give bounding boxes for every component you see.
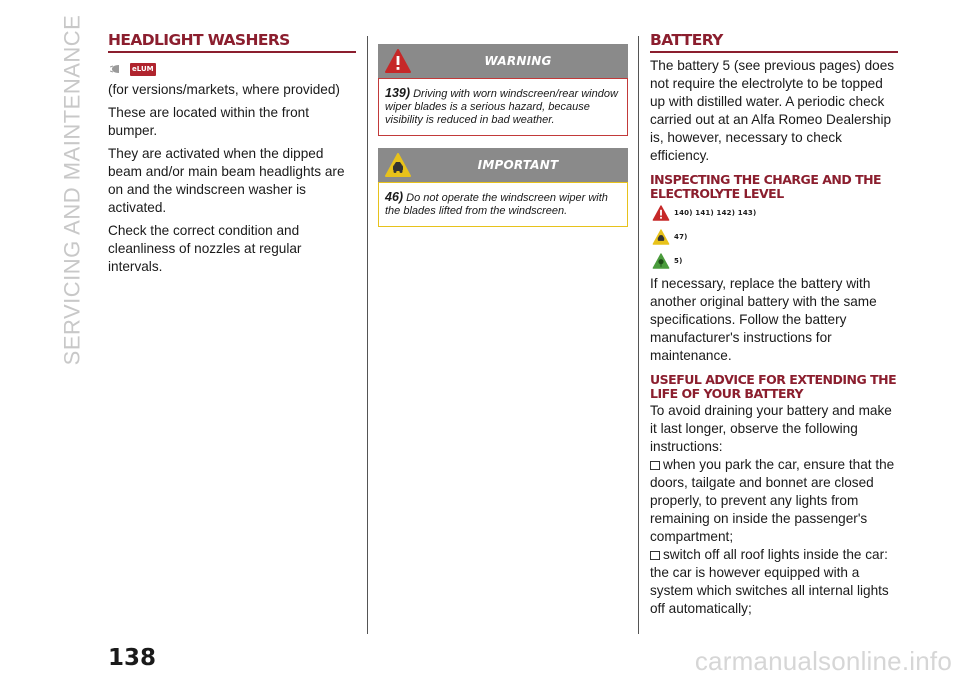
paragraph: (for versions/markets, where provided) (108, 82, 340, 97)
important-box (378, 148, 628, 227)
warning-triangle-icon (384, 47, 412, 75)
important-ref: 46) (385, 190, 404, 204)
paragraph: Check the correct condition and cleanliness of nozzles at regular intervals. (108, 223, 302, 274)
reference-row (652, 203, 898, 223)
reference-text: 140) 141) 142) 143) (674, 209, 757, 217)
car-triangle-icon (652, 228, 670, 246)
warning-title: WARNING (484, 54, 552, 68)
warning-text: Driving with worn windscreen/rear window wiper blades is a serious hazard, because visibility is reduced in bad weather. (385, 88, 618, 126)
reference-text: 5) (674, 257, 683, 265)
checkbox-bullet-icon (650, 551, 660, 560)
headlight-bulb-icon (110, 64, 128, 74)
watermark: carmanualsonline.info (694, 646, 952, 676)
side-section-title: SERVICING AND MAINTENANCE (59, 14, 84, 366)
column-divider-2 (638, 36, 639, 634)
column-headlight-washers (108, 30, 356, 281)
environment-triangle-icon (652, 252, 670, 270)
paragraph: If necessary, replace the battery with another original battery with the same specifications. Follow the battery manufacturer's instructions for maintenance. (650, 276, 877, 363)
warning-triangle-icon (652, 204, 670, 222)
paragraph: To avoid draining your battery and make it last longer, observe the following instructions: (650, 403, 892, 454)
column-battery (650, 30, 898, 623)
elum-badge: eLUM (130, 63, 156, 76)
page-number: 138 (108, 645, 157, 671)
reference-row (652, 251, 898, 271)
paragraph: They are activated when the dipped beam and/or main beam headlights are on and the windscreen washer is activated. (108, 146, 345, 215)
option-indicator (110, 61, 356, 77)
important-title: IMPORTANT (477, 158, 559, 172)
subheading: INSPECTING THE CHARGE AND THE ELECTROLYTE LEVEL (650, 172, 882, 201)
warning-body (378, 78, 628, 136)
paragraph: The battery 5 (see previous pages) does not require the electrolyte to be topped up with distilled water. A periodic check carried out at an Alfa Romeo Dealership is, however, necessary to check efficiency. (650, 58, 895, 163)
column-notices (378, 44, 628, 227)
section-heading: HEADLIGHT WASHERS (108, 30, 356, 53)
warning-ref: 139) (385, 86, 411, 100)
important-text: Do not operate the windscreen wiper with the blades lifted from the windscreen. (385, 192, 608, 217)
warning-header (378, 44, 628, 78)
warning-box (378, 44, 628, 136)
column-divider-1 (367, 36, 368, 634)
paragraph: These are located within the front bumper. (108, 105, 309, 138)
subheading: USEFUL ADVICE FOR EXTENDING THE LIFE OF YOUR BATTERY (650, 372, 897, 401)
bullet-item: switch off all roof lights inside the car: the car is however equipped with a system which switches all internal lights off automatically; (650, 547, 889, 616)
section-heading: BATTERY (650, 30, 898, 53)
reference-row (652, 227, 898, 247)
important-body (378, 182, 628, 227)
car-triangle-icon (384, 151, 412, 179)
checkbox-bullet-icon (650, 461, 660, 470)
important-header (378, 148, 628, 182)
reference-text: 47) (674, 233, 688, 241)
bullet-item: when you park the car, ensure that the doors, tailgate and bonnet are closed properly, to prevent any lights from remaining on inside the passenger's compartment; (650, 457, 895, 544)
